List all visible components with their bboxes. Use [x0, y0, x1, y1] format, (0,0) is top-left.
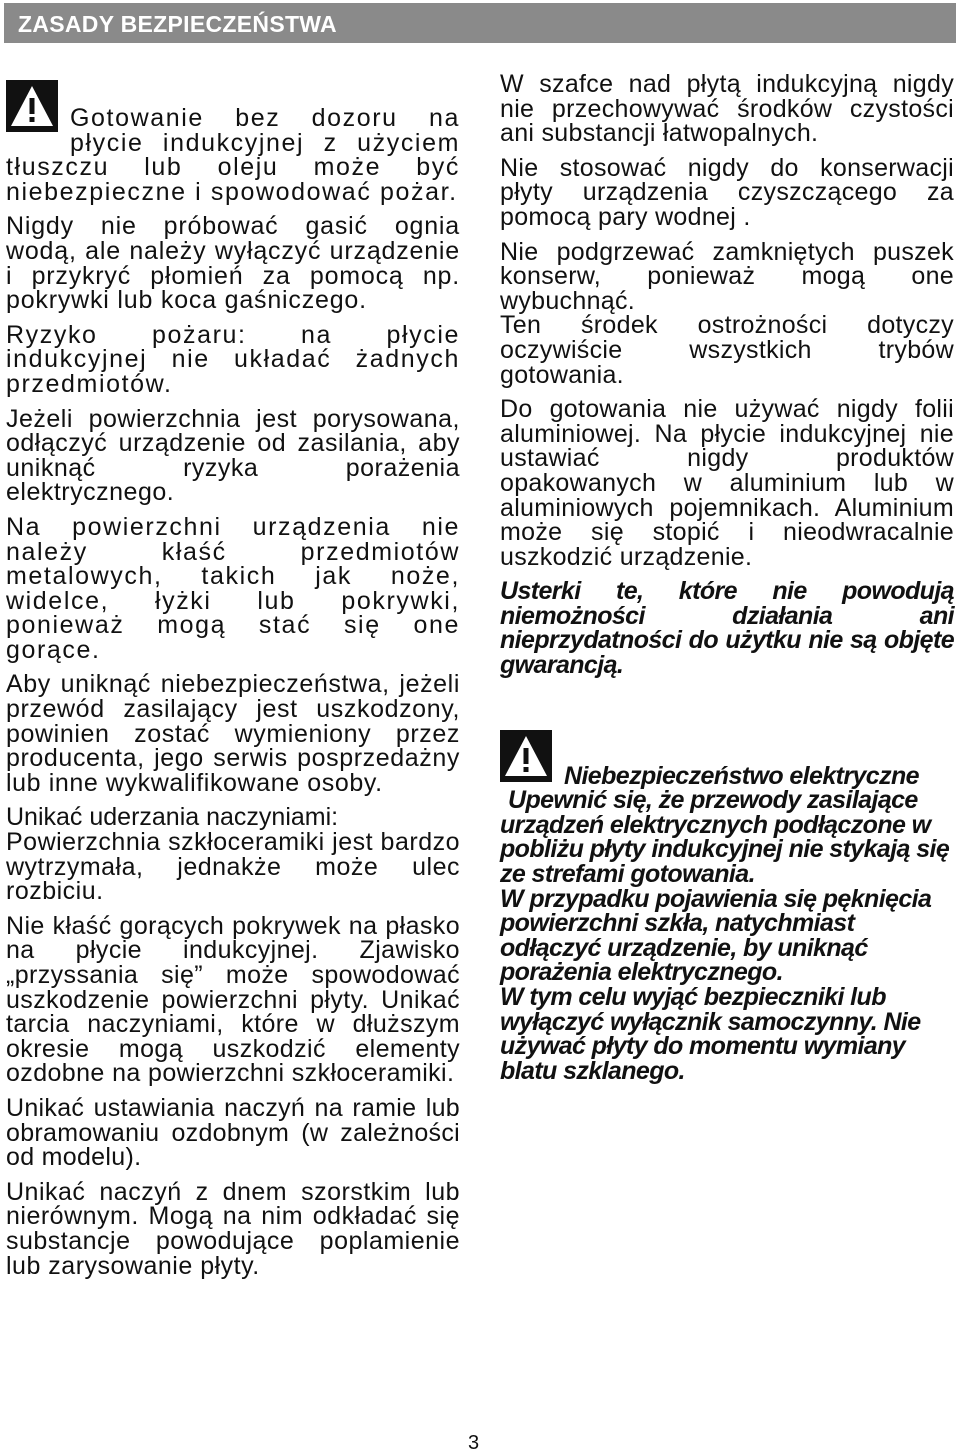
electric-fuses: W tym celu wyjąć bezpieczniki lub wyłączyć wyłącznik samoczynny. Nie używać płyty do momentu wymiany blatu szklanego.: [500, 983, 921, 1085]
warning-rough-bottom: Unikać naczyń z dnem szorstkim lub nierównym. Mogą na nim odkładać się substancje powodujące poplamienie lub zarysowanie płyty.: [6, 1177, 460, 1280]
warning-fire-water: Nigdy nie próbować gasić ognia wodą, ale należy wyłączyć urządzenie i przykryć płomień za pomocą np. pokrywki lub koca gaśniczego.: [6, 212, 460, 315]
warning-steam-cleaning: Nie stosować nigdy do konserwacji płyty urządzenia czyszczącego za pomocą pary wodnej .: [500, 153, 954, 231]
warning-fire-objects: Ryzyko pożaru: na płycie indukcyjnej nie układać żadnych przedmiotów.: [6, 320, 460, 398]
warning-frame: Unikać ustawiania naczyń na ramie lub obramowaniu ozdobnym (w zależności od modelu).: [6, 1093, 460, 1172]
warranty-note: Usterki te, które nie powodują niemożności działania ani nieprzydatności do użytku nie są objęte gwarancją.: [500, 577, 954, 680]
electric-cords: Upewnić się, że przewody zasilające urządzeń elektrycznych podłączone w pobliżu płyty indukcyjnej nie stykają się ze strefami gotowania.: [500, 786, 950, 889]
electric-cracks: W przypadku pojawienia się pęknięcia powierzchni szkła, natychmiast odłączyć urządzenie, by uniknąć porażenia elektrycznego.: [500, 884, 932, 987]
warning-triangle-icon: [500, 730, 552, 782]
warning-all-modes: Ten środek ostrożności dotyczy oczywiście wszystkich trybów gotowania.: [500, 311, 954, 389]
warning-scratched-surface: Jeżeli powierzchnia jest porysowana, odłączyć urządzenie od zasilania, aby uniknąć ryzyka porażenia elektrycznego.: [6, 404, 460, 507]
warning-triangle-icon: [6, 80, 58, 132]
section-title: ZASADY BEZPIECZEŃSTWA: [18, 11, 337, 37]
right-column: [500, 72, 954, 1083]
electric-danger-heading: Niebezpieczeństwo elektryczne: [564, 761, 919, 790]
warning-hot-lids: Nie kłaść gorących pokrywek na płasko na płycie indukcyjnej. Zjawisko „przyssania się” może spowodować uszkodzenie powierzchni płyty. Unikać tarcia naczyniami, które w dłuższym okresie mogą uszkodzić elementy ozdobne na powierzchni szkłoceramiki.: [6, 911, 460, 1088]
warning-closed-cans: Nie podgrzewać zamkniętych puszek konserw, ponieważ mogą one wybuchnąć.: [500, 237, 954, 315]
warning-impacts-heading: Unikać uderzania naczyniami:: [6, 803, 339, 832]
warning-impacts-text: Powierzchnia szkłoceramiki jest bardzo wytrzymała, jednakże może ulec rozbiciu.: [6, 828, 460, 906]
warning-cabinet-storage: W szafce nad płytą indukcyjną nigdy nie przechowywać środków czystości ani substancji łatwopalnych.: [500, 70, 954, 148]
left-column: [6, 72, 460, 1288]
page-number: 3: [468, 1432, 480, 1454]
warning-metal-objects: Na powierzchni urządzenia nie należy kłaść przedmiotów metalowych, takich jak noże, widelce, łyżki lub pokrywki, ponieważ mogą stać się one gorące.: [6, 512, 460, 664]
warning-unattended-cooking: Gotowanie bez dozoru na płycie indukcyjnej z użyciem tłuszczu lub oleju może być niebezpieczne i spowodować pożar.: [6, 104, 460, 206]
warning-aluminium: Do gotowania nie używać nigdy folii aluminiowej. Na płycie indukcyjnej nie ustawiać nigdy produktów opakowanych w aluminium lub w aluminiowych pojemnikach. Aluminium może się stopić i nieodwracalnie uszkodzić urządzenie.: [500, 395, 954, 571]
section-header: [4, 3, 956, 43]
warning-power-cord: Aby uniknąć niebezpieczeństwa, jeżeli przewód zasilający jest uszkodzony, powinien zostać wymieniony przez producenta, jego serwis posprzedażny lub inne wykwalifikowane osoby.: [6, 670, 460, 797]
